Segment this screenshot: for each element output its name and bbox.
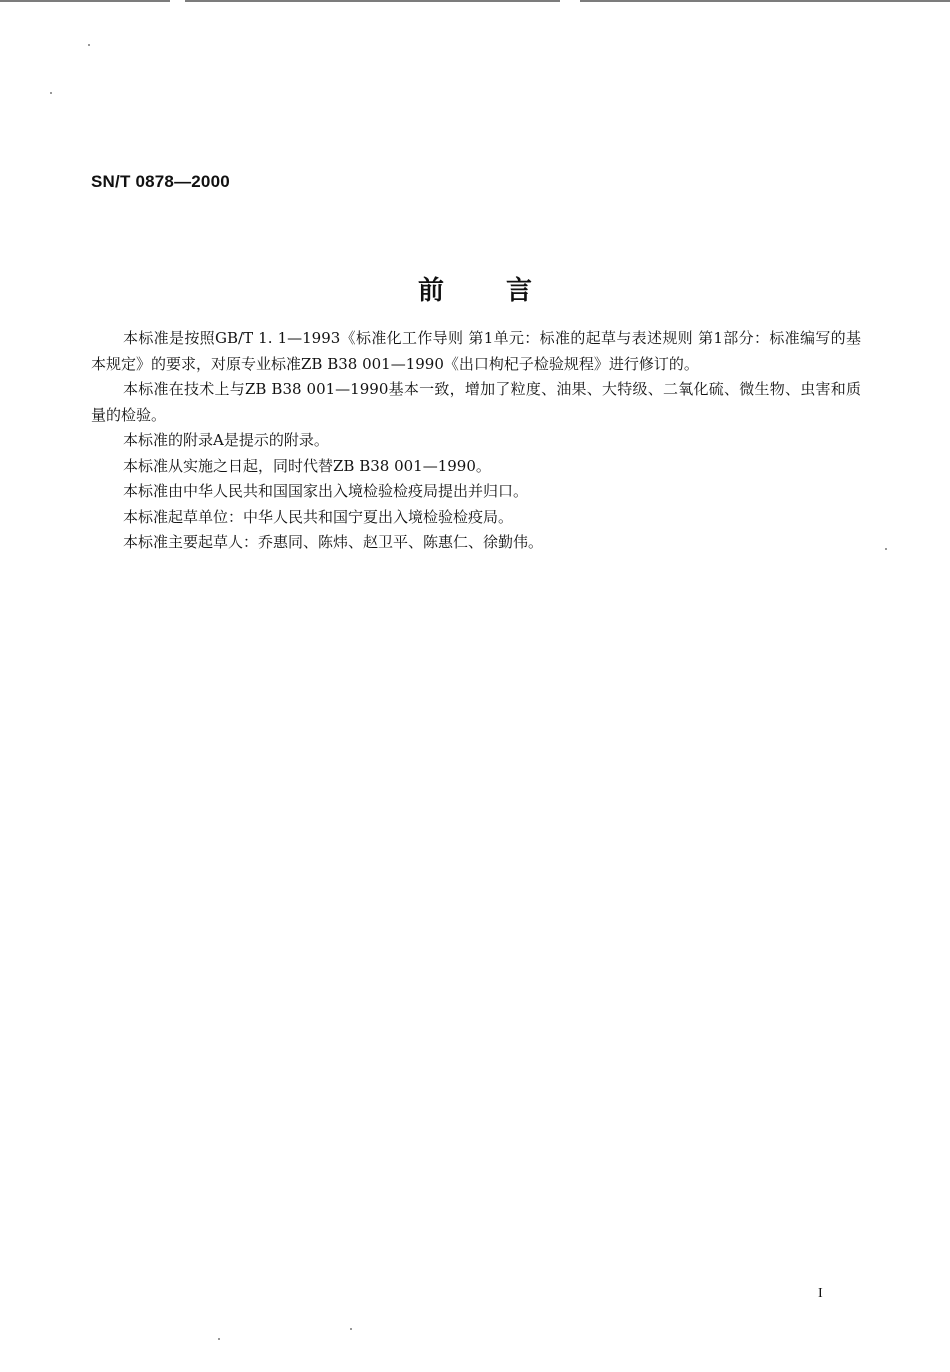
- paragraph: 本标准在技术上与ZB B38 001—1990基本一致，增加了粒度、油果、大特级、二氧化硫、微生物、虫害和质量的检验。: [91, 380, 861, 424]
- paragraph: 本标准主要起草人：乔惠同、陈炜、赵卫平、陈惠仁、徐勤伟。: [123, 533, 544, 551]
- paragraph: 本标准由中华人民共和国国家出入境检验检疫局提出并归口。: [123, 482, 529, 500]
- standard-number: SN/T 0878—2000: [91, 172, 230, 191]
- paragraph: 本标准的附录A是提示的附录。: [123, 431, 329, 449]
- scan-speck: [50, 92, 52, 94]
- foreword-body: [91, 326, 861, 556]
- scan-speck: [88, 44, 90, 46]
- scan-speck: [218, 1338, 220, 1340]
- page-number: I: [818, 1286, 823, 1301]
- paragraph: 本标准起草单位：中华人民共和国宁夏出入境检验检疫局。: [123, 507, 514, 526]
- scan-speck: [350, 1328, 352, 1330]
- paragraph: 本标准从实施之日起，同时代替ZB B38 001—1990。: [123, 456, 491, 475]
- top-border-line: [0, 0, 950, 2]
- section-title: 前言: [417, 276, 594, 306]
- scan-speck: [885, 548, 887, 550]
- paragraph: 本标准是按照GB/T 1. 1—1993《标准化工作导则 第1单元：标准的起草与表述规则 第1部分：标准编写的基本规定》的要求，对原专业标准ZB B38 001—1990《出口枸杞子检验规程》进行修订的。: [91, 329, 861, 373]
